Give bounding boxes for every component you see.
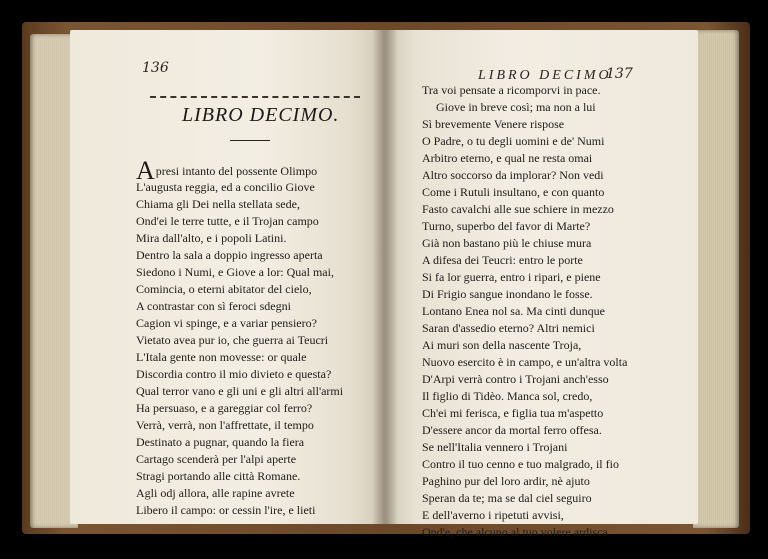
right-page [384,30,698,539]
verse-line: Di Frigio sangue inondano le fosse. [422,287,593,301]
verse-line: Comincia, o eterni abitator del cielo, [136,282,312,296]
verse-line: Stragi portando alle città Romane. [136,469,301,483]
verse-line-first [136,156,343,185]
verse-line: Cagion vi spinge, e a variar pensiero? [136,316,317,330]
verse-line: Dentro la sala a doppio ingresso aperta [136,248,323,262]
verse-line: Libero il campo: or cessin l'ire, e lieti [136,503,316,517]
verse-line: Chiama gli Dei nella stellata sede, [136,197,300,211]
right-page-edges [693,30,739,528]
verse-line: A difesa dei Teucri: entro le porte [422,253,583,267]
verse-line: Arbitro eterno, e qual ne resta omai [422,151,593,165]
verse-line: L'augusta reggia, ed a concilio Giove [136,180,315,194]
verse-line: Lontano Enea nol sa. Ma cinti dunque [422,304,605,318]
verse-line: Il figlio di Tidèo. Manca sol, credo, [422,389,593,403]
verse-line: Vietato avea pur io, che guerra ai Teucri [136,333,329,347]
verse-line: Destinato a pugnar, quando la fiera [136,435,305,449]
title-underline [230,140,270,141]
verse-line: Come i Rutuli insultano, e con quanto [422,185,605,199]
right-verse [422,82,627,541]
verse-line: D'Arpi verrà contro i Trojani anch'esso [422,372,609,386]
verse-line: E dell'averno i ripetuti avvisi, [422,508,564,522]
verse-line: Già non bastano più le chiuse mura [422,236,592,250]
verse-line: D'essere ancor da mortal ferro offesa. [422,423,602,437]
verse-line: A contrastar con sì feroci sdegni [136,299,291,313]
verse-line: Saran d'assedio eterno? Altri nemici [422,321,595,335]
left-page-number: 136 [142,60,169,76]
left-verse [136,156,344,519]
drop-cap: A [136,156,155,185]
verse-line: Tra voi pensate a ricomporvi in pace. [422,83,601,97]
verse-line: Se nell'Italia vennero i Trojani [422,440,568,454]
dashed-rule [150,96,360,98]
verse-line: Altro soccorso da implorar? Non vedi [422,168,604,182]
verse-line: Turno, superbo del favor di Marte? [422,219,591,233]
book-gutter [372,30,398,524]
verse-line: Ond'ei le terre tutte, e il Trojan campo [136,214,319,228]
verse-line: Ond'e, che alcuno al tuo volere ardisca [422,525,608,539]
verse-line: Fasto cavalchi alle sue schiere in mezzo [422,202,614,216]
verse-line: Speran da te; ma se dal ciel seguiro [422,491,592,505]
verse-line: Paghino pur del loro ardir, nè ajuto [422,474,590,488]
verse-line: Verrà, verrà, non l'affrettate, il tempo [136,418,314,432]
verse-line: Discordia contro il mio divieto e questa? [136,367,332,381]
verse-line: Siedono i Numi, e Giove a lor: Qual mai, [136,265,334,279]
chapter-title: LIBRO DECIMO. [182,104,340,126]
running-head: LIBRO DECIMO [478,68,612,83]
verse-line: Ha persuaso, e a gareggiar col ferro? [136,401,313,415]
verse-line: Cartago scenderà per l'alpi aperte [136,452,297,466]
verse-line: Qual terror vano e gli uni e gli altri all'armi [136,384,344,398]
verse-line: O Padre, o tu degli uomini e de' Numi [422,134,605,148]
verse-line: Sì brevemente Venere rispose [422,117,565,131]
verse-line-text: presi intanto del possente Olimpo [155,164,318,178]
verse-line: Giove in breve così; ma non a lui [436,100,596,114]
verse-line: Ch'ei mi ferisca, e figlia tua m'aspetto [422,406,604,420]
verse-line: Si fa lor guerra, entro i ripari, e piene [422,270,601,284]
verse-line: L'Itala gente non movesse: or quale [136,350,307,364]
verse-line: Agli odj allora, alle rapine avrete [136,486,295,500]
verse-line: Ai muri son della nascente Troja, [422,338,582,352]
verse-line: Nuovo esercito è in campo, e un'altra volta [422,355,628,369]
verse-line: Mira dall'alto, e i popoli Latini. [136,231,287,245]
verse-line: Contro il tuo cenno e tuo malgrado, il fio [422,457,619,471]
right-page-number: 137 [606,66,633,82]
left-page [70,30,388,524]
